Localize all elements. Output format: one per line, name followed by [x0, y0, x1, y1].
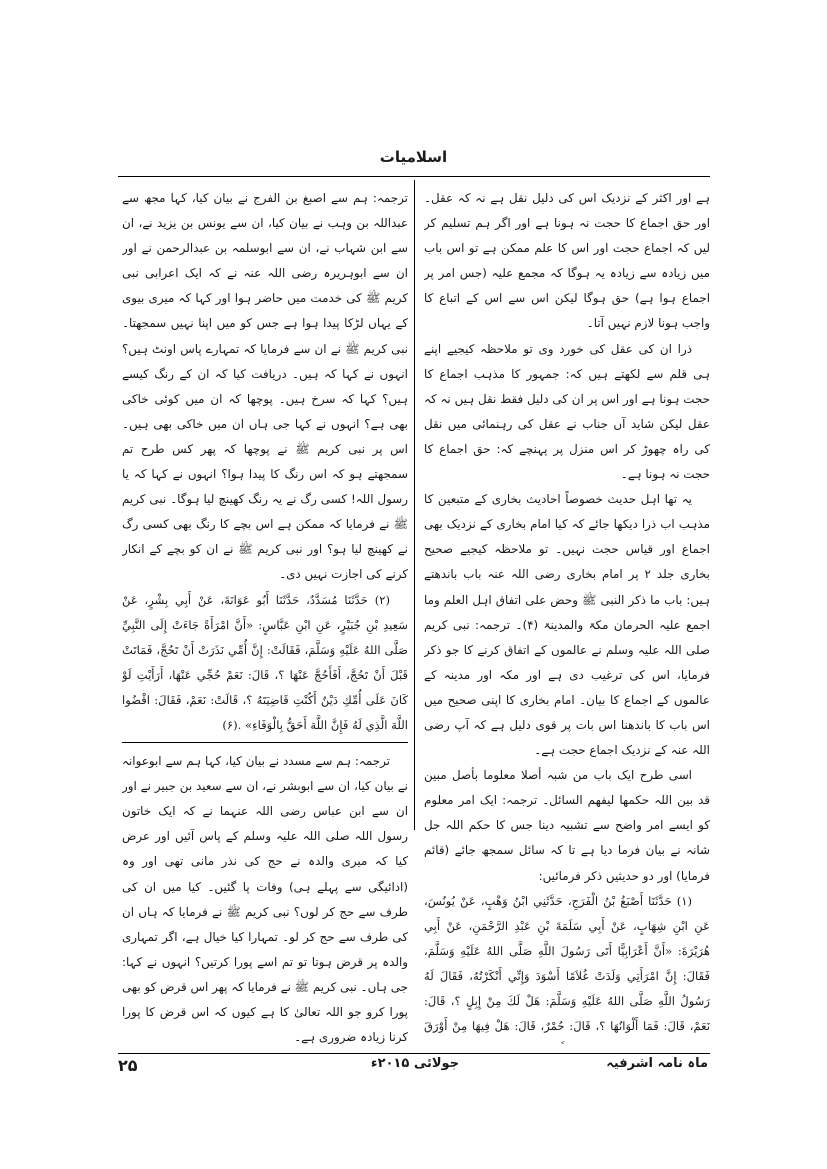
- page-number: ۲۵: [118, 1056, 138, 1075]
- section-separator: [122, 742, 408, 743]
- column-divider: [414, 180, 415, 830]
- footer-journal-name: ماہ نامہ اشرفیہ: [606, 1056, 708, 1071]
- header-rule: [118, 176, 710, 177]
- footer-issue-date: جولائی ۲۰۱۵ء: [370, 1056, 460, 1071]
- arabic-hadith-text: (۲) حَدَّثَنَا مُسَدَّدٌ، حَدَّثَنَا أَبُو عَوَانَةَ، عَنْ أَبِي بِشْرٍ، عَنْ سَعِيدِ بْنِ جُبَيْرٍ، عَنِ ابْنِ عَبَّاسٍ: «أَنَّ امْرَأَةً جَاءَتْ إِلَى النَّبِيِّ صَلَّى اللهُ عَلَيْهِ وَسَلَّمَ، فَقَالَتْ: إِنَّ أُمِّي نَذَرَتْ أَنْ تَحُجَّ، فَمَاتَتْ قَبْلَ أَنْ تَحُجَّ، أَفَأَحُجَّ عَنْهَا ؟، قَالَ: نَعَمْ حُجِّي عَنْهَا، أَرَأَيْتِ لَوْ كَانَ عَلَى أُمِّكِ دَيْنٌ أَكُنْتِ قَاضِيَتَهُ ؟، قَالَتْ: نَعَمْ، فَقَالَ: اقْضُوا اللَّهَ الَّذِي لَهُ فَإِنَّ اللَّهَ أَحَقُّ بِالْوَفَاءِ» .(۶): [122, 592, 408, 732]
- footer-rule: [118, 1053, 710, 1054]
- urdu-paragraph: ہے اور اکثر کے نزدیک اس کی دلیل نقل ہے نہ کہ عقل۔ اور حق اجماع کا حجت نہ ہونا ہے اور اگر ہم تسلیم کر لیں کہ اجماع حجت اور اس کا علم ممکن ہے تو اس باب میں زیادہ سے زیادہ یہ ہوگا کہ مجمع علیہ (جس امر پر اجماع ہوا ہے) حق ہوگا لیکن اس سے اس کے اتباع کا واجب ہونا لازم نہیں آتا۔: [424, 191, 710, 331]
- urdu-paragraph: ترجمہ: ہم سے اصبغ بن الفرج نے بیان کیا، کہا مجھ سے عبداللہ بن وہب نے بیان کیا، ان سے یونس بن یزید نے، ان سے ابن شہاب نے، ان سے ابوسلمہ بن عبدالرحمن نے اور ان سے ابوہریرہ رضی اللہ عنہ نے کہ ایک اعرابی نبی کریم ﷺ کی خدمت میں حاضر ہوا اور کہا کہ میری بیوی کے یہاں لڑکا پیدا ہوا ہے جس کو میں اپنا نہیں سمجھتا۔ نبی کریم ﷺ نے ان سے فرمایا کہ تمہارے پاس اونٹ ہیں؟ انہوں نے کہا کہ ہیں۔ دریافت کیا کہ ان کے رنگ کیسے ہیں؟ کہا کہ سرخ ہیں۔ پوچھا کہ ان میں کوئی خاکی بھی ہے؟ انہوں نے کہا جی ہاں ان میں خاکی بھی ہیں۔ اس پر نبی کریم ﷺ نے پوچھا کہ پھر کس طرح تم سمجھتے ہو کہ اس رنگ کا پیدا ہوا؟ انہوں نے کہا کہ یا رسول اللہ! کسی رگ نے یہ رنگ کھینچ لیا ہوگا۔ نبی کریم ﷺ نے فرمایا کہ ممکن ہے اس بچے کا رنگ بھی کسی رگ نے کھینچ لیا ہو؟ اور نبی کریم ﷺ نے ان کو بچے کے انکار کرنے کی اجازت نہیں دی۔: [122, 191, 408, 582]
- urdu-paragraph: اسی طرح ایک باب من شبہ أصلا معلوما بأصل مبین قد بین اللہ حکمھا لیفھم السائل۔ ترجمہ: ایک امر معلوم کو ایسے امر واضح سے تشبیہ دینا جس کا حکم اللہ جل شانہ نے بیان فرما دیا ہے تا کہ سائل سمجھ جائے (قائم فرمایا) اور دو حدیثیں ذکر فرمائیں:: [424, 768, 710, 883]
- left-column: [122, 186, 408, 1044]
- right-column: [424, 186, 710, 1044]
- page-header-title: اسلامیات: [379, 148, 448, 166]
- urdu-paragraph: ترجمہ: ہم سے مسدد نے بیان کیا، کہا ہم سے ابوعوانہ نے بیان کیا، ان سے ابوبشر نے، ان سے سعید بن جبیر نے اور ان سے ابن عباس رضی اللہ عنہما نے کہ ایک خاتون رسول اللہ صلی اللہ علیہ وسلم کے پاس آئیں اور عرض کیا کہ میری والدہ نے حج کی نذر مانی تھی اور وہ (ادائیگی سے پہلے ہی) وفات پا گئیں۔ کیا میں ان کی طرف سے حج کر لوں؟ نبی کریم ﷺ نے فرمایا کہ ہاں ان کی طرف سے حج کر لو۔ تمہارا کیا خیال ہے، اگر تمہاری والدہ پر قرض ہوتا تو تم اسے پورا کرتیں؟ انہوں نے کہا: جی ہاں۔ نبی کریم ﷺ نے فرمایا کہ پھر اس قرض کو بھی پورا کرو جو اللہ تعالیٰ کا ہے کیوں کہ اس قرض کا پورا کرنا زیادہ ضروری ہے۔: [122, 754, 408, 1044]
- arabic-hadith-text: (۱) حَدَّثَنَا أَصْبَغُ بْنُ الْفَرَجِ، حَدَّثَنِي ابْنُ وَهْبٍ، عَنْ يُونُسَ، عَنِ ابْنِ شِهَابٍ، عَنْ أَبِي سَلَمَةَ بْنِ عَبْدِ الرَّحْمَنِ، عَنْ أَبِي هُرَيْرَةَ: «أَنَّ أَعْرَابِيًّا أَتَى رَسُولَ اللَّهِ صَلَّى اللهُ عَلَيْهِ وَسَلَّمَ، فَقَالَ: إِنَّ امْرَأَتِي وَلَدَتْ غُلاَمًا أَسْوَدَ وَإِنِّي أَنْكَرْتُهُ، فَقَالَ لَهُ رَسُولُ اللَّهِ صَلَّى اللهُ عَلَيْهِ وَسَلَّمَ: هَلْ لَكَ مِنْ إِبِلٍ ؟، قَالَ: نَعَمْ، قَالَ: فَمَا أَلْوَانُهَا ؟، قَالَ: حُمْرٌ، قَالَ: هَلْ فِيهَا مِنْ أَوْرَقَ: [424, 893, 710, 1034]
- urdu-paragraph: ذرا ان کی عقل کی خورد وی تو ملاحظہ کیجیے اپنے ہی قلم سے لکھتے ہیں کہ: جمہور کا مذہب اجماع کا حجت ہونا ہے اور اس پر ان کی دلیل فقط نقل ہیں نہ کہ عقل لیکن شاید آں جناب نے عقل کی رہنمائی میں نقل کی راہ چھوڑ کر اس منزل پر پہنچے کہ: حق اجماع کا حجت نہ ہونا ہے۔: [424, 341, 710, 482]
- urdu-paragraph: یہ تھا اہل حدیث خصوصاً احادیث بخاری کے متبعین کا مذہب اب ذرا دیکھا جائے کہ کیا امام بخاری کے نزدیک بھی اجماع اور قیاس حجت نہیں۔ تو ملاحظہ کیجیے صحیح بخاری جلد ۲ پر امام بخاری رضی اللہ عنہ باب باندھتے ہیں: باب ما ذکر النبی ﷺ وحض علی اتفاق اہل العلم وما اجمع علیہ الحرمان مکۃ والمدینۃ (۴)۔ ترجمہ: نبی کریم صلی اللہ علیہ وسلم نے عالموں کے اتفاق کرنے کا جو ذکر فرمایا، اس کی ترغیب دی ہے اور مکہ اور مدینہ کے عالموں کے اجماع کا بیان۔ امام بخاری کا اپنی صحیح میں اس باب کا باندھنا اس بات پر قوی دلیل ہے کہ آپ رضی اللہ عنہ کے نزدیک اجماع حجت ہے۔: [424, 492, 710, 758]
